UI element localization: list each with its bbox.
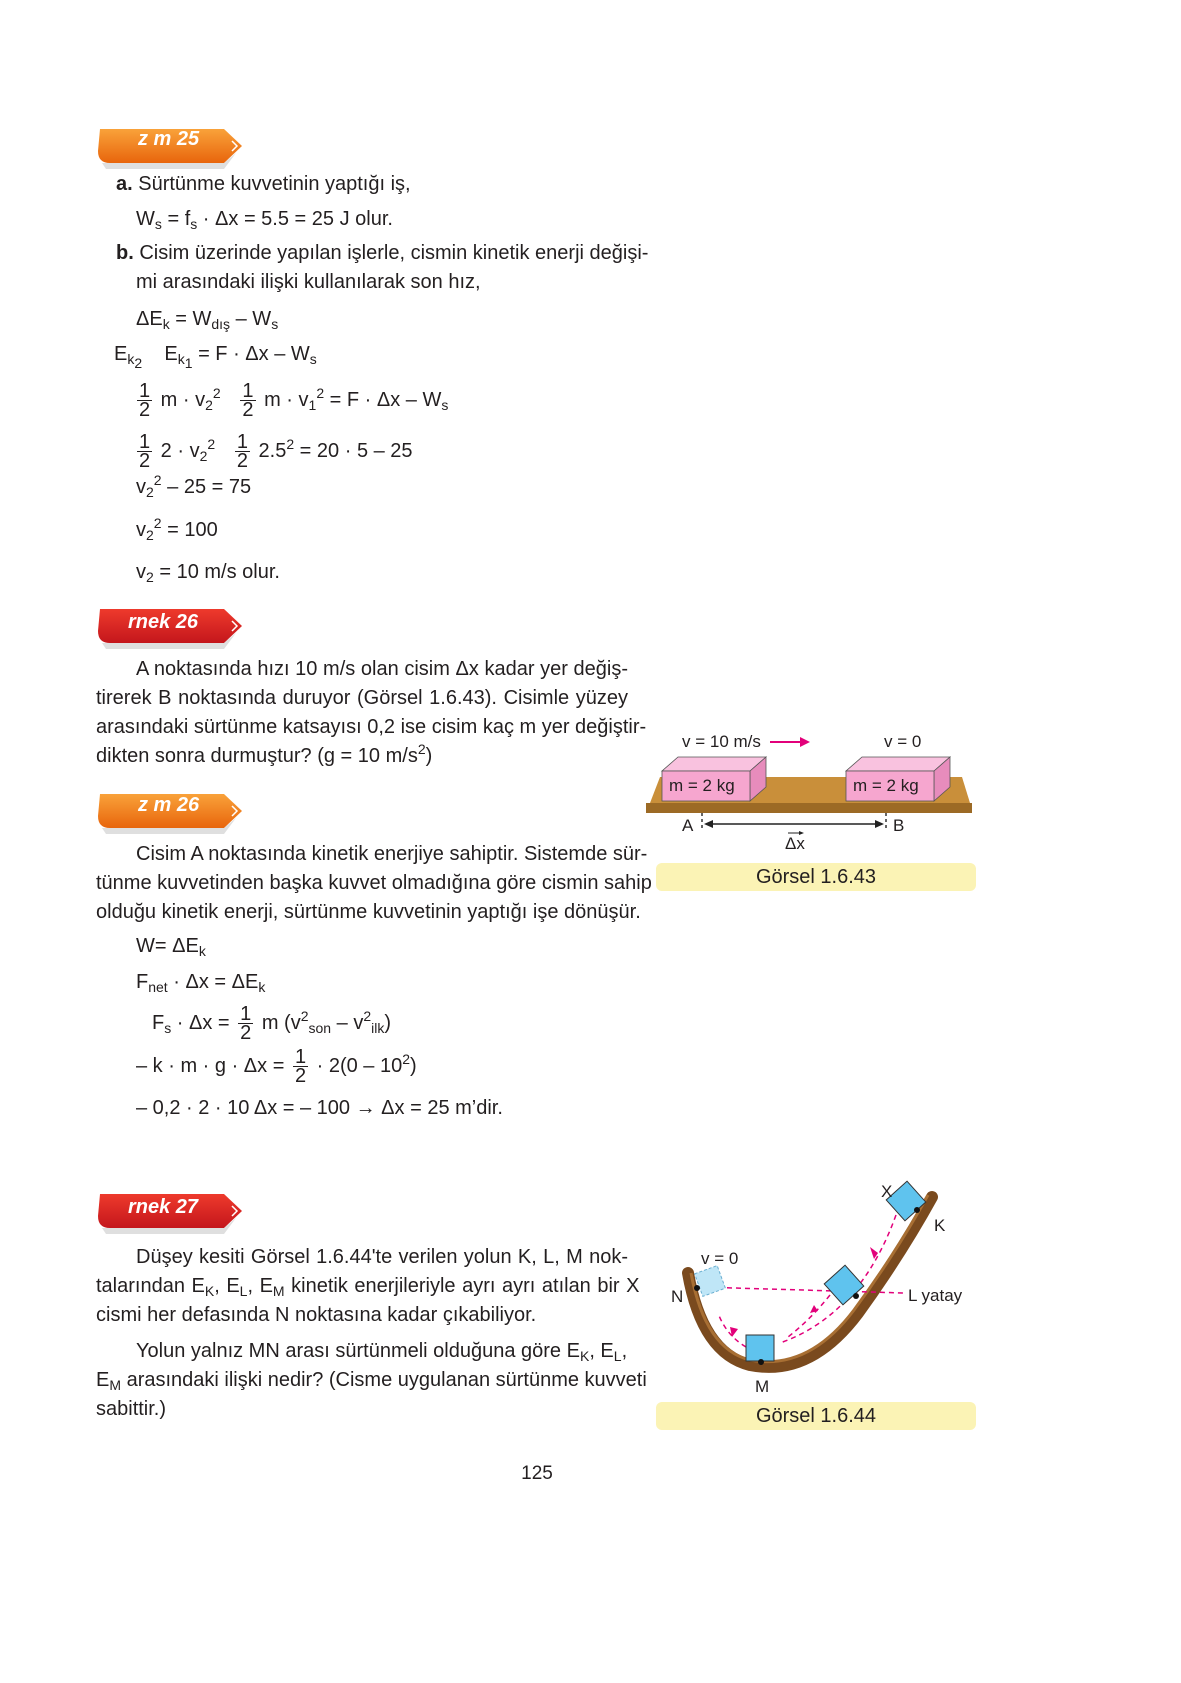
paragraph-line: sabittir.) [96,1398,167,1420]
block2-top [846,757,950,771]
equation-line: $\Delta E_k = W_{dış} - W_s$ [136,308,279,332]
equation-line: $F_s \cdot \Delta x$ = $\frac{1}{2}$ m $(v^2_{son} - v^2_{ilk})$ [152,1003,392,1045]
equation-text: = $f_s \cdot \Delta x = 5.5 = 25$ J olur. [167,208,393,232]
paragraph-text: mi arasındaki ilişki kullanılarak son hız, [136,271,481,293]
equation-line: $\frac{1}{2}$ $m \cdot v_2^2$ $\frac{1}{2}$ $m \cdot v_1^2 = F \cdot \Delta x - W_s$ [139,380,449,422]
equation-line: $\frac{1}{2}$ $2 \cdot v_2^2$ $\frac{1}{2}$ $2.5^2 = 20 \cdot 5 - 25$ [139,431,413,473]
figure44-caption: Görsel 1.6.44 [656,1402,976,1430]
paragraph-text: ) [425,745,433,767]
point-b-label: B [893,816,905,835]
paragraph-text: Sürtünme kuvvetinin yaptığı iş, [138,173,411,195]
equation-line: $v_2^2 - 25 = 75$ [136,472,252,500]
surface-front [646,803,972,813]
velocity-label-2: v = 0 [884,732,922,751]
solution25-ws-line: $W_s = f_s \cdot \Delta x = 5.5 = 25$ J olur. [136,208,393,232]
point-k [914,1207,920,1213]
page-number: 125 [521,1463,553,1484]
item-marker: b. [116,242,134,264]
example26-label: rnek 26 [128,611,199,633]
example27-label: rnek 27 [128,1196,199,1218]
paragraph-text: dikten sonra durmuştur? (g = 10 m/s [96,745,418,767]
label-x: X [881,1182,893,1201]
solution25-b [116,241,648,265]
label-m: M [755,1377,770,1396]
paragraph-line: $E_M$ arasındaki ilişki nedir? (Cisme uygulanan sürtünme kuvveti [96,1369,647,1393]
mass-label-2: m = 2 kg [853,776,919,795]
point-m [758,1359,764,1365]
paragraph-line: A noktasında hızı 10 m/s olan cisim Δx kadar yer değiş- [136,658,628,680]
paragraph-line: olduğu kinetik enerji, sürtünme kuvvetinin yaptığı işe dönüşür. [96,901,641,923]
figure43-caption: Görsel 1.6.43 [656,863,976,891]
label-v0: v = 0 [701,1249,739,1268]
paragraph-line: Düşey kesiti Görsel 1.6.44'te verilen yolun K, L, M nok- [136,1246,628,1268]
equation-line: $v_2 = 10$ m/s olur. [136,561,280,585]
point-n [694,1285,700,1291]
equation-line: $W= \Delta E_k$ [136,935,206,959]
paragraph-line: Yolun yalnız MN arası sürtünmeli olduğuna göre $E_K$, $E_L$, [136,1340,628,1364]
velocity-arrowhead [800,737,810,747]
paragraph-line: tünme kuvvetinden başka kuvvet olmadığına göre cismin sahip [96,872,652,894]
curved-track [688,1197,932,1367]
solution25-label: z m 25 [138,128,200,150]
paragraph-text: Cisim üzerinde yapılan işlerle, cismin kinetik enerji değişi- [139,242,649,264]
block1-top [662,757,766,771]
solution26-label: z m 26 [138,794,200,816]
block-at-m [746,1335,774,1361]
equation-line: – k · m · g · Δx = $\frac{1}{2}$ · $2(0 - 10^2)$ [136,1046,417,1088]
label-n: N [671,1287,684,1306]
path-l-to-m [788,1295,830,1337]
path-l-arrowhead [810,1305,818,1313]
point-l [853,1293,859,1299]
velocity-label-1: v = 10 m/s [682,732,761,751]
curved-track-highlight [691,1195,928,1362]
equation-line: – 0,2 · 2 · 10 Δx = – 100 → Δx = 25 m’dir. [136,1097,503,1119]
point-a-label: A [682,816,694,835]
block-at-l [824,1265,864,1305]
equation-line: $F_{net} \cdot \Delta x = \Delta E_k$ [136,971,266,995]
paragraph-line: talarından $E_K$, $E_L$, $E_M$ kinetik enerjileriyle ayrı ayrı atılan bir X [96,1275,640,1299]
displacement-head-right [875,820,884,828]
paragraph-line: dikten sonra durmuştur? (g = 10 $m/s^2$) [96,741,433,767]
paragraph-line: Cisim A noktasında kinetik enerjiye sahiptir. Sistemde sür- [136,843,648,865]
solution25-a [116,172,411,196]
label-l: L yatay [908,1286,963,1305]
item-marker: a. [116,173,133,195]
equation-line: $E_{k_2}$ $E_{k_1} = F \cdot \Delta x - W_s$ [114,343,317,371]
equation-line: $v_2^2 = 100$ [136,515,218,543]
paragraph-line: tirerek B noktasında duruyor (Görsel 1.6.43). Cisimle yüzey [96,687,628,709]
label-k: K [934,1216,946,1235]
paragraph-line: cismi her defasında N noktasına kadar çıkabiliyor. [96,1304,537,1326]
paragraph-line: arasındaki sürtünme katsayısı 0,2 ise cisim kaç m yer değiştir- [96,716,647,738]
displacement-label: Δx [785,834,805,853]
displacement-head-left [704,820,713,828]
mass-label-1: m = 2 kg [669,776,735,795]
